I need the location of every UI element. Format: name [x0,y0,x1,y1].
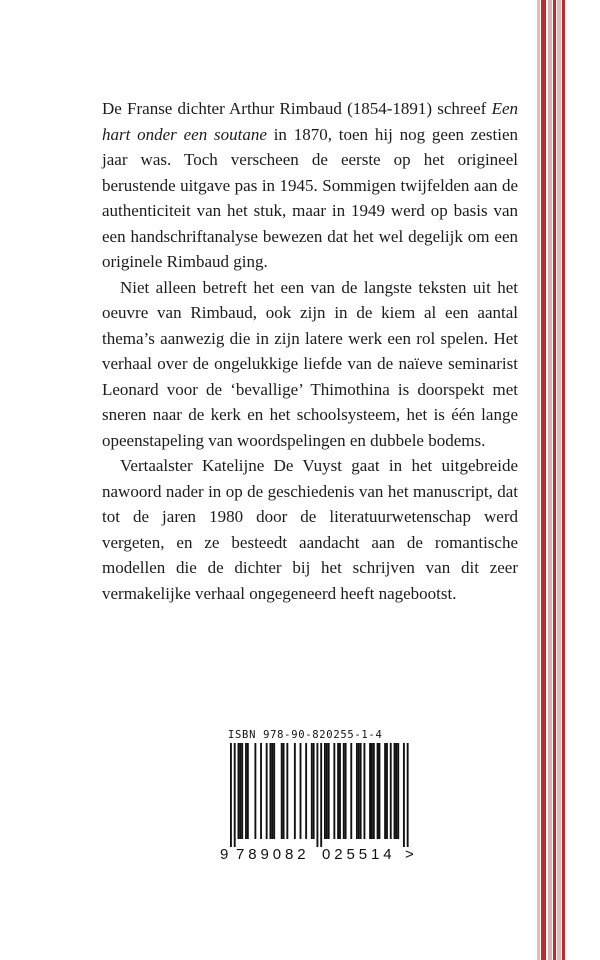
barcode-bar [356,743,358,839]
blurb-text [102,96,518,606]
barcode-bar [379,743,381,839]
barcode-bar [339,743,341,839]
barcode-bar [395,743,397,839]
barcode-bar [369,743,371,839]
book-title-italic: Een hart onder een soutane [102,99,518,144]
barcode-guard-bar [316,743,318,847]
barcode-bar [281,743,283,839]
barcode-guard-bar [403,743,405,847]
blurb-paragraph-1: De Franse dichter Arthur Rimbaud (1854-1891) schreef Een hart onder een soutane in 1870, toen hij nog geen zestien jaar was. Toch verscheen de eerste op het origineel berustende uitgave pas in 1945. Sommigen twijfelden aan de authenticiteit van het stuk, maar in 1949 werd op basis van een handschriftanalyse bewezen dat het wel degelijk om een originele Rimbaud ging. [102,99,518,271]
spine-stripe-pink-1 [548,0,552,960]
barcode-bar [286,743,288,839]
barcode-bar [283,743,285,839]
barcode-bar [328,743,330,839]
barcode-guard-bar [234,743,236,847]
isbn-label: ISBN 978-90-820255-1-4 [228,729,383,741]
barcode-bar [273,743,275,839]
barcode-guard-bar [320,743,322,847]
barcode-bar [345,743,347,839]
barcode-guard-bar [230,743,232,847]
barcode-bar [324,743,326,839]
barcode-bar [343,743,345,839]
barcode-right-digits: 025514 [322,846,396,863]
barcode-bar [313,743,315,839]
barcode-left-digits: 789082 [236,846,310,863]
blurb-paragraph-3: Vertaalster Katelijne De Vuyst gaat in het uitgebreide nawoord nader in op de geschiedenis van het manuscript, dat tot de jaren 1980 door de literatuurwetenschap werd vergeten, en ze besteedt aandacht aan de romantische modellen die de dichter bij het schrijven van dit zeer vermakelijke verhaal ongegeneerd heeft nagebootst. [102,456,518,603]
barcode-bars [222,743,412,847]
barcode-bar [373,743,375,839]
barcode-bar [384,743,386,839]
blurb-paragraph-2: Niet alleen betreft het een van de langste teksten uit het oeuvre van Rimbaud, ook zijn in de kiem al een aantal thema’s aanwezig die in zijn latere werk een rol spelen. Het verhaal over de ongelukkige liefde van de naïeve seminarist Leonard voor de ‘bevallige’ Thimothina is doorspekt met sneren naar de kerk en het schoolsysteem, het is één lange opeenstapeling van woordspelingen en dubbele bodems. [102,277,518,450]
barcode-quiet-zone-mark: > [405,846,414,863]
barcode-bar [241,743,243,839]
barcode-bar [239,743,241,839]
barcode-bar [337,743,339,839]
barcode-bar [247,743,249,839]
barcode-guard-bar [407,743,409,847]
barcode-bar [397,743,399,839]
barcode-bar [311,743,313,839]
spine-stripe-red-3 [562,0,565,960]
barcode-bar [390,743,392,839]
barcode-bar [394,743,396,839]
barcode-bar [269,743,271,839]
barcode-bar [238,743,240,839]
barcode-bar [271,743,273,839]
barcode-lead-digit: 9 [220,846,229,863]
spine-stripe-pink-outer [537,0,540,960]
barcode-bar [326,743,328,839]
barcode-bar [305,743,307,839]
barcode-bar [300,743,302,839]
barcode-bar [371,743,373,839]
barcode-bar [333,743,335,839]
spine-stripe-pink-2 [557,0,561,960]
barcode-bar [260,743,262,839]
barcode-bar [266,743,268,839]
barcode-bar [254,743,256,839]
barcode-bar [386,743,388,839]
barcode-bar [358,743,360,839]
barcode-bar [245,743,247,839]
spine-stripe-red-2 [553,0,556,960]
barcode-bar [360,743,362,839]
spine-stripe-red-1 [541,0,546,960]
barcode-bar [350,743,352,839]
barcode-bar [377,743,379,839]
barcode-bar [294,743,296,839]
barcode-bar [363,743,365,839]
